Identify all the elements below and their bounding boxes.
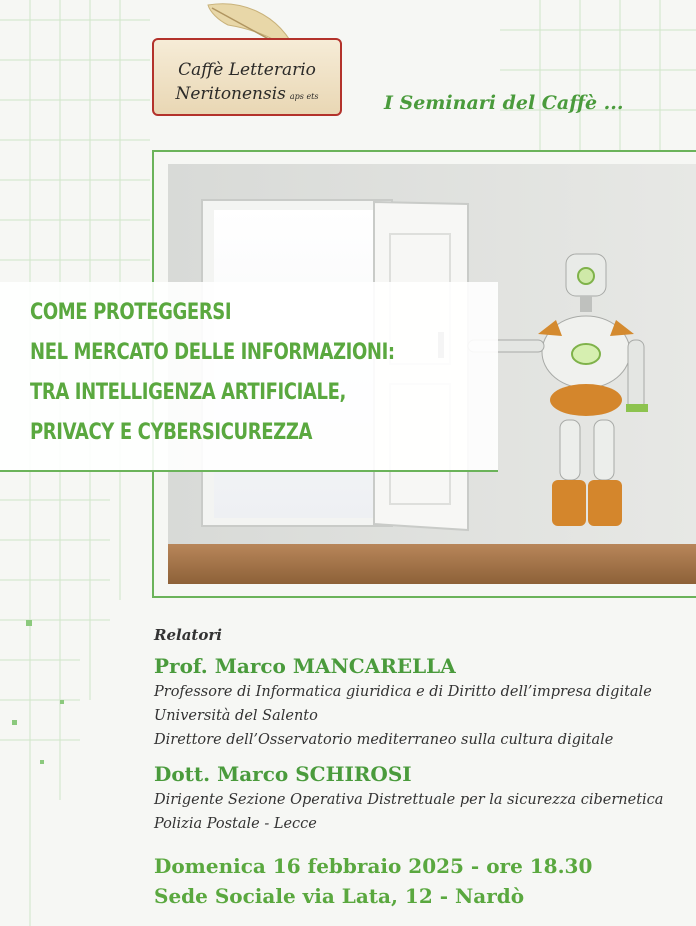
logo-suffix: aps ets	[289, 92, 319, 101]
photo-frame-bottom-line	[152, 596, 696, 598]
event-date: Domenica 16 febbraio 2025 - ore 18.30	[154, 854, 593, 878]
speaker-2-name: Dott. Marco SCHIROSI	[154, 762, 412, 786]
speaker-1-line-1: Professore di Informatica giuridica e di Diritto dell’impresa digitale	[154, 684, 652, 700]
logo-line-2	[154, 84, 340, 104]
speaker-1-name: Prof. Marco MANCARELLA	[154, 654, 456, 678]
speaker-1-line-3: Direttore dell’Osservatorio mediterraneo sulla cultura digitale	[154, 732, 614, 748]
series-title: I Seminari del Caffè ...	[384, 92, 624, 114]
logo-line-2-text: Neritonensis	[175, 84, 286, 104]
title-line-3: TRA INTELLIGENZA ARTIFICIALE,	[30, 380, 346, 405]
speaker-2-line-1: Dirigente Sezione Operativa Distrettuale per la sicurezza cibernetica	[154, 792, 664, 808]
logo	[152, 38, 342, 116]
speaker-2-line-2: Polizia Postale - Lecce	[154, 816, 317, 832]
speakers-label: Relatori	[154, 626, 222, 644]
logo-line-1: Caffè Letterario	[178, 60, 316, 80]
title-line-1: COME PROTEGGERSI	[30, 300, 232, 325]
speaker-1-line-2: Università del Salento	[154, 708, 318, 724]
event-venue: Sede Sociale via Lata, 12 - Nardò	[154, 884, 525, 908]
title-line-2: NEL MERCATO DELLE INFORMAZIONI:	[30, 340, 395, 365]
title-panel	[0, 282, 498, 472]
title-line-4: PRIVACY E CYBERSICUREZZA	[30, 420, 313, 445]
